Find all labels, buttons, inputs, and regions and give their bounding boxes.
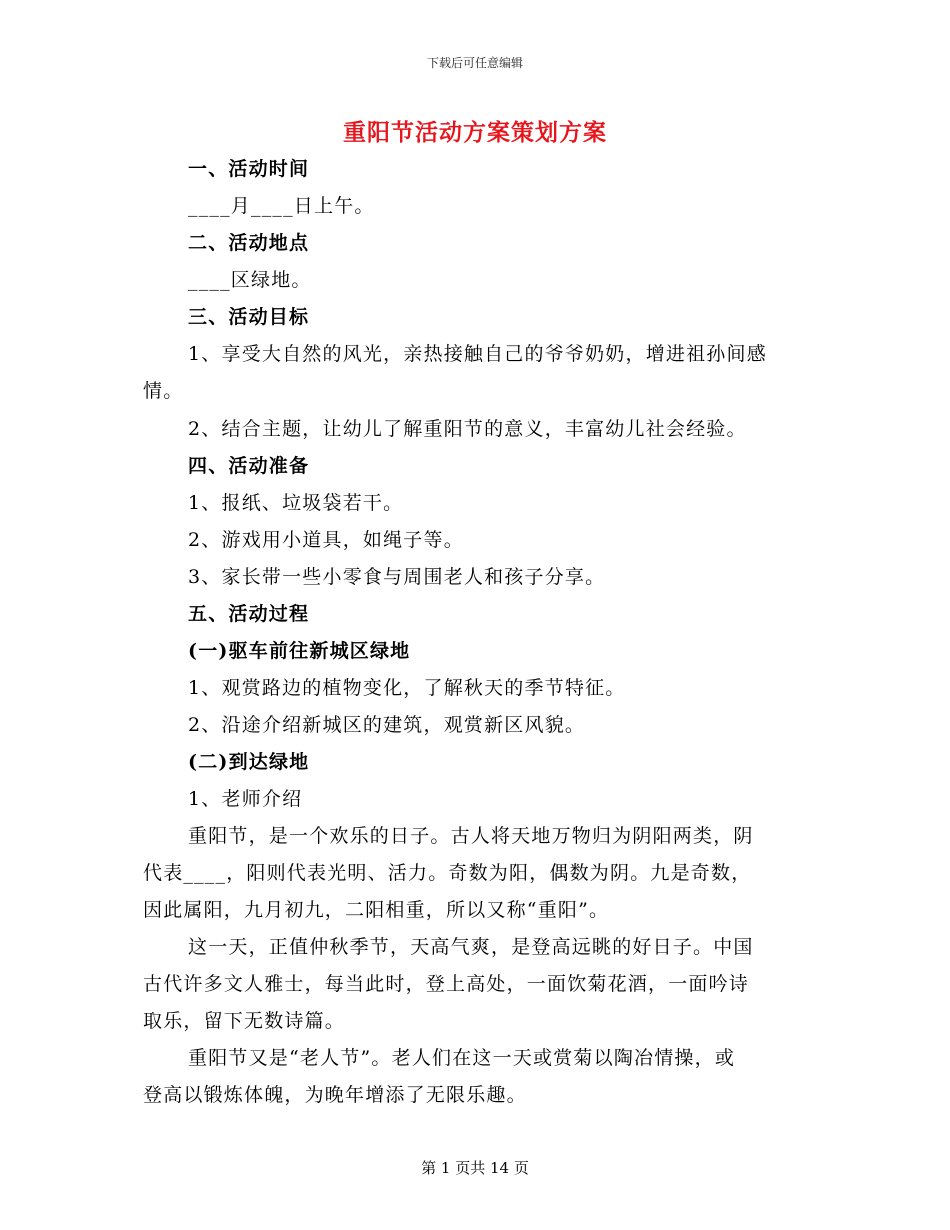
- section-heading: 四、活动准备: [188, 455, 310, 477]
- paragraph-line: 登高以锻炼体魄，为晚年增添了无限乐趣。: [143, 1084, 527, 1106]
- subsection-heading: (一)驱车前往新城区绿地: [188, 640, 411, 662]
- paragraph-line: 这一天，正值仲秋季节，天高气爽，是登高远眺的好日子。中国: [188, 936, 754, 958]
- paragraph-line: 1、观赏路边的植物变化，了解秋天的季节特征。: [188, 677, 626, 699]
- paragraph-line: 2、结合主题，让幼儿了解重阳节的意义，丰富幼儿社会经验。: [188, 418, 747, 440]
- paragraph-line: 情。: [143, 380, 184, 402]
- paragraph-line: 重阳节，是一个欢乐的日子。古人将天地万物归为阴阳两类，阴: [188, 825, 754, 847]
- paragraph-line: 重阳节又是“老人节”。老人们在这一天或赏菊以陶冶情操，或: [188, 1047, 736, 1069]
- paragraph-line: 2、游戏用小道具，如绳子等。: [188, 529, 464, 551]
- paragraph-line: 因此属阳，九月初九，二阳相重，所以又称“重阳”。: [143, 899, 610, 921]
- subsection-heading: (二)到达绿地: [188, 751, 310, 773]
- paragraph-line: 取乐，留下无数诗篇。: [143, 1010, 346, 1032]
- section-heading: 三、活动目标: [188, 306, 310, 328]
- document-title: 重阳节活动方案策划方案: [343, 119, 607, 146]
- section-heading: 二、活动地点: [188, 232, 310, 254]
- paragraph-line: 1、报纸、垃圾袋若干。: [188, 492, 404, 514]
- paragraph-line: 3、家长带一些小零食与周围老人和孩子分享。: [188, 566, 606, 588]
- paragraph-line: ____月____日上午。: [188, 195, 375, 217]
- paragraph-line: 1、老师介绍: [188, 788, 303, 810]
- paragraph-line: ____区绿地。: [188, 269, 312, 291]
- page-number: 第 1 页共 14 页: [421, 1159, 529, 1177]
- page-header-note: 下载后可任意编辑: [426, 56, 523, 70]
- section-heading: 一、活动时间: [188, 158, 310, 180]
- paragraph-line: 古代许多文人雅士，每当此时，登上高处，一面饮菊花酒，一面吟诗: [143, 973, 750, 995]
- section-heading: 五、活动过程: [188, 603, 310, 625]
- paragraph-line: 1、享受大自然的风光，亲热接触自己的爷爷奶奶，增进祖孙间感: [188, 343, 767, 365]
- paragraph-line: 代表____，阳则代表光明、活力。奇数为阳，偶数为阴。九是奇数，: [143, 862, 752, 884]
- paragraph-line: 2、沿途介绍新城区的建筑，观赏新区风貌。: [188, 714, 586, 736]
